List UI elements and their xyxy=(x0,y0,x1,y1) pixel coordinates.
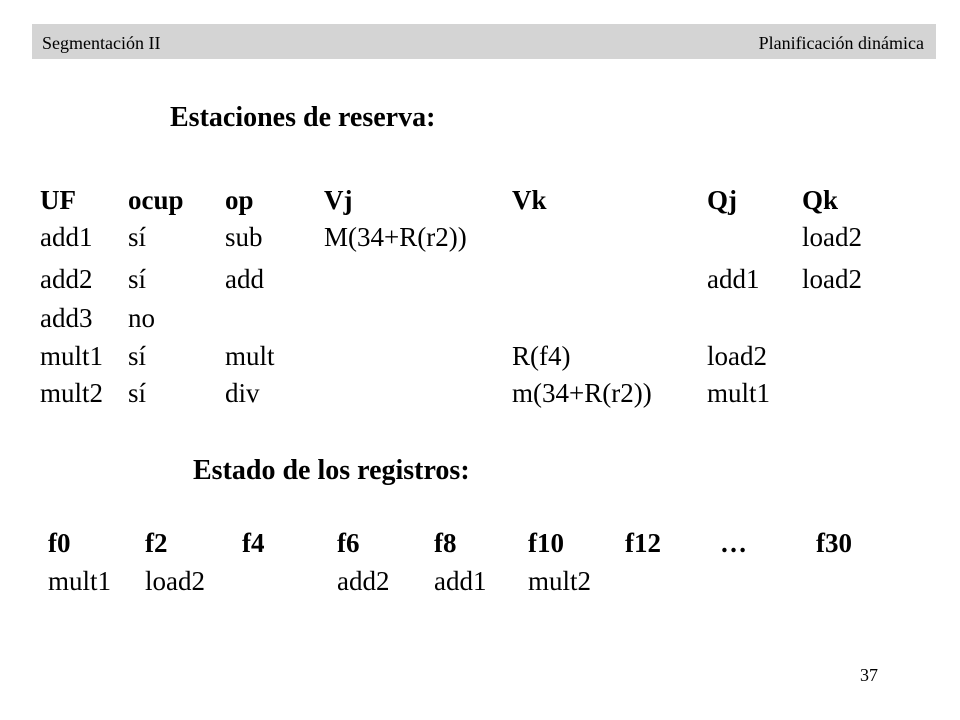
cell-ocup: sí xyxy=(128,264,147,294)
cell-qj: mult1 xyxy=(707,378,771,408)
register-value-row xyxy=(48,566,908,602)
register-value: add1 xyxy=(434,566,487,596)
table-row xyxy=(40,303,920,339)
cell-ocup: sí xyxy=(128,341,147,371)
register-value: mult1 xyxy=(48,566,112,596)
cell-qj: load2 xyxy=(707,341,767,371)
cell-op: div xyxy=(225,378,260,408)
cell-op: add xyxy=(225,264,264,294)
header-left-text: Segmentación II xyxy=(42,33,161,53)
register-name: f2 xyxy=(145,528,168,558)
cell-vk: m(34+R(r2)) xyxy=(512,378,652,408)
cell-qk: load2 xyxy=(802,222,862,252)
slide-header xyxy=(32,24,936,59)
register-header-row xyxy=(48,528,908,564)
page-number: 37 xyxy=(860,665,878,685)
cell-qj: add1 xyxy=(707,264,760,294)
register-name: f4 xyxy=(242,528,265,558)
table-row xyxy=(40,341,920,377)
register-name: … xyxy=(720,528,747,558)
cell-op: sub xyxy=(225,222,263,252)
cell-op: mult xyxy=(225,341,275,371)
column-header-vk: Vk xyxy=(512,185,547,215)
column-header-uf: UF xyxy=(40,185,76,215)
cell-vk: R(f4) xyxy=(512,341,571,371)
cell-uf: mult2 xyxy=(40,378,104,408)
cell-qk: load2 xyxy=(802,264,862,294)
cell-uf: add3 xyxy=(40,303,93,333)
cell-ocup: sí xyxy=(128,222,147,252)
cell-ocup: sí xyxy=(128,378,147,408)
register-name: f0 xyxy=(48,528,71,558)
register-value: mult2 xyxy=(528,566,592,596)
table-row xyxy=(40,378,920,414)
column-header-vj: Vj xyxy=(324,185,353,215)
reservation-stations-title: Estaciones de reserva: xyxy=(170,102,436,133)
header-right-text: Planificación dinámica xyxy=(758,33,924,53)
cell-uf: add1 xyxy=(40,222,93,252)
cell-uf: add2 xyxy=(40,264,93,294)
register-name: f8 xyxy=(434,528,457,558)
table-header-row xyxy=(40,185,920,221)
register-value: load2 xyxy=(145,566,205,596)
column-header-qk: Qk xyxy=(802,185,839,215)
register-name: f6 xyxy=(337,528,360,558)
cell-ocup: no xyxy=(128,303,155,333)
register-status-title: Estado de los registros: xyxy=(193,455,470,486)
table-row xyxy=(40,222,920,258)
register-name: f10 xyxy=(528,528,564,558)
register-name: f30 xyxy=(816,528,852,558)
table-row xyxy=(40,264,920,300)
register-value: add2 xyxy=(337,566,390,596)
column-header-op: op xyxy=(225,185,254,215)
register-name: f12 xyxy=(625,528,661,558)
cell-vj: M(34+R(r2)) xyxy=(324,222,467,252)
column-header-qj: Qj xyxy=(707,185,737,215)
column-header-ocup: ocup xyxy=(128,185,184,215)
cell-uf: mult1 xyxy=(40,341,104,371)
